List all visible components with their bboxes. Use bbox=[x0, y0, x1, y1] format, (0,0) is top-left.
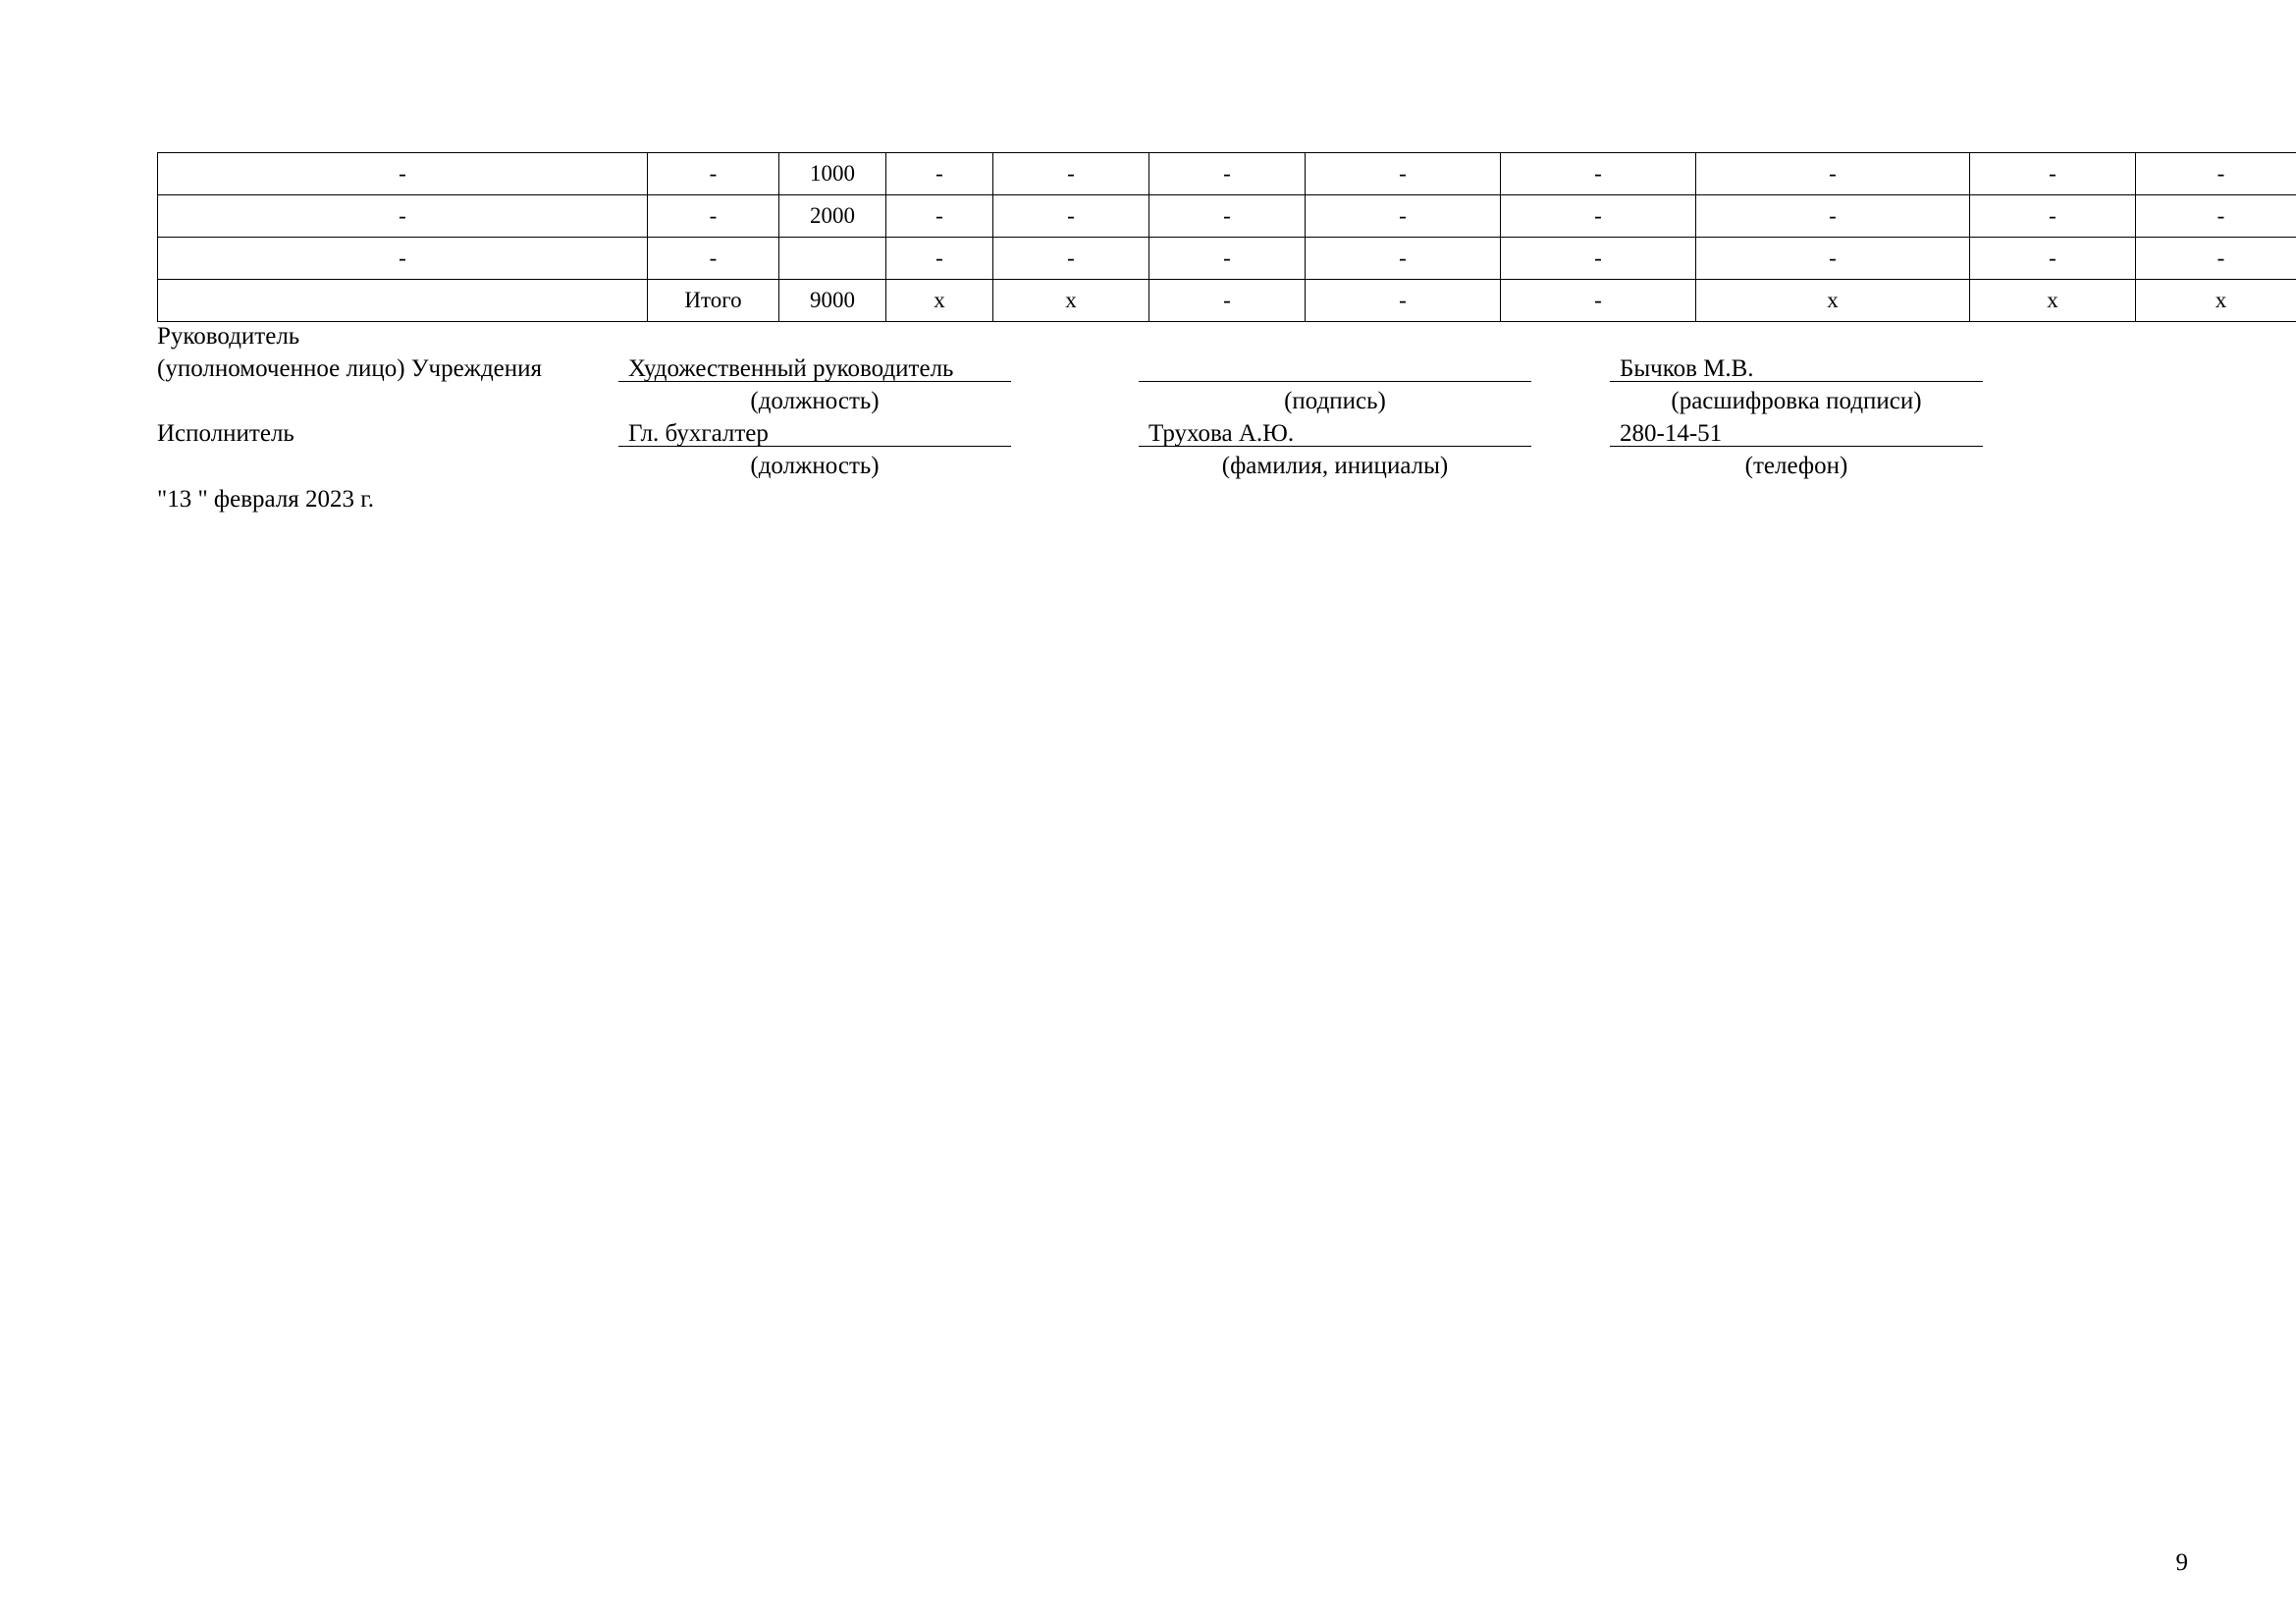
table-cell: - bbox=[158, 153, 648, 195]
executor-name-field: Трухова А.Ю. bbox=[1139, 417, 1531, 447]
head-signature-row bbox=[157, 352, 2120, 385]
total-label-cell: Итого bbox=[648, 280, 779, 322]
table-cell: - bbox=[1970, 238, 2136, 280]
table-cell: - bbox=[1501, 280, 1696, 322]
executor-phone-field: 280-14-51 bbox=[1610, 417, 1983, 447]
table-cell: х bbox=[886, 280, 993, 322]
head-position-field: Художественный руководитель bbox=[618, 352, 1011, 382]
caption-name-decode: (расшифровка подписи) bbox=[1671, 388, 1922, 414]
executor-row bbox=[157, 417, 2120, 450]
table-cell: - bbox=[1696, 195, 1970, 238]
table-cell: х bbox=[1970, 280, 2136, 322]
executor-position-field: Гл. бухгалтер bbox=[618, 417, 1011, 447]
table-cell: - bbox=[1149, 153, 1306, 195]
table-cell: - bbox=[1306, 195, 1501, 238]
table-row bbox=[158, 195, 2296, 238]
table-cell bbox=[158, 280, 648, 322]
table-row bbox=[158, 153, 2296, 195]
table-cell: - bbox=[648, 238, 779, 280]
table-cell: - bbox=[1306, 238, 1501, 280]
head-caption-row bbox=[157, 385, 2120, 417]
table-cell: - bbox=[886, 238, 993, 280]
table-cell: - bbox=[1970, 195, 2136, 238]
table-cell: - bbox=[1696, 238, 1970, 280]
financial-data-table bbox=[157, 152, 2296, 322]
table-cell: 1000 bbox=[779, 153, 886, 195]
caption-surname-initials: (фамилия, инициалы) bbox=[1221, 453, 1449, 479]
table-cell: - bbox=[1306, 153, 1501, 195]
table-total-row bbox=[158, 280, 2296, 322]
page-number: 9 bbox=[2175, 1549, 2188, 1576]
table-cell: х bbox=[993, 280, 1149, 322]
table-cell: - bbox=[1970, 153, 2136, 195]
caption-position: (должность) bbox=[750, 388, 880, 414]
table-cell: - bbox=[993, 153, 1149, 195]
table-cell: - bbox=[1149, 280, 1306, 322]
signature-block bbox=[157, 320, 2120, 482]
table-cell: - bbox=[648, 195, 779, 238]
table-cell: - bbox=[2136, 195, 2296, 238]
table-cell: - bbox=[1501, 153, 1696, 195]
document-date: "13 " февраля 2023 г. bbox=[157, 486, 374, 513]
table-cell: 2000 bbox=[779, 195, 886, 238]
table-cell bbox=[779, 238, 886, 280]
table-cell: - bbox=[648, 153, 779, 195]
caption-phone: (телефон) bbox=[1744, 453, 1848, 479]
table-body bbox=[158, 153, 2296, 322]
table-cell: - bbox=[886, 153, 993, 195]
table-cell: - bbox=[993, 195, 1149, 238]
caption-signature: (подпись) bbox=[1284, 388, 1386, 414]
table-cell: - bbox=[2136, 238, 2296, 280]
head-signature-field bbox=[1139, 352, 1531, 382]
table-row bbox=[158, 238, 2296, 280]
data-table-container bbox=[157, 152, 2227, 322]
executor-caption-row bbox=[157, 450, 2120, 482]
table-cell: - bbox=[1501, 238, 1696, 280]
table-cell: - bbox=[1501, 195, 1696, 238]
caption-position-2: (должность) bbox=[750, 453, 880, 479]
head-label-line2: (уполномоченное лицо) Учреждения bbox=[157, 355, 543, 382]
head-label-row-1 bbox=[157, 320, 2120, 352]
head-name-field: Бычков М.В. bbox=[1610, 352, 1983, 382]
executor-label: Исполнитель bbox=[157, 420, 294, 447]
total-value-cell: 9000 bbox=[779, 280, 886, 322]
table-cell: х bbox=[2136, 280, 2296, 322]
table-cell: - bbox=[1306, 280, 1501, 322]
table-cell: - bbox=[158, 238, 648, 280]
table-cell: - bbox=[2136, 153, 2296, 195]
head-label-line1: Руководитель bbox=[157, 323, 300, 350]
table-cell: - bbox=[1696, 153, 1970, 195]
table-cell: - bbox=[993, 238, 1149, 280]
table-cell: - bbox=[886, 195, 993, 238]
table-cell: х bbox=[1696, 280, 1970, 322]
table-cell: - bbox=[1149, 238, 1306, 280]
table-cell: - bbox=[1149, 195, 1306, 238]
table-cell: - bbox=[158, 195, 648, 238]
